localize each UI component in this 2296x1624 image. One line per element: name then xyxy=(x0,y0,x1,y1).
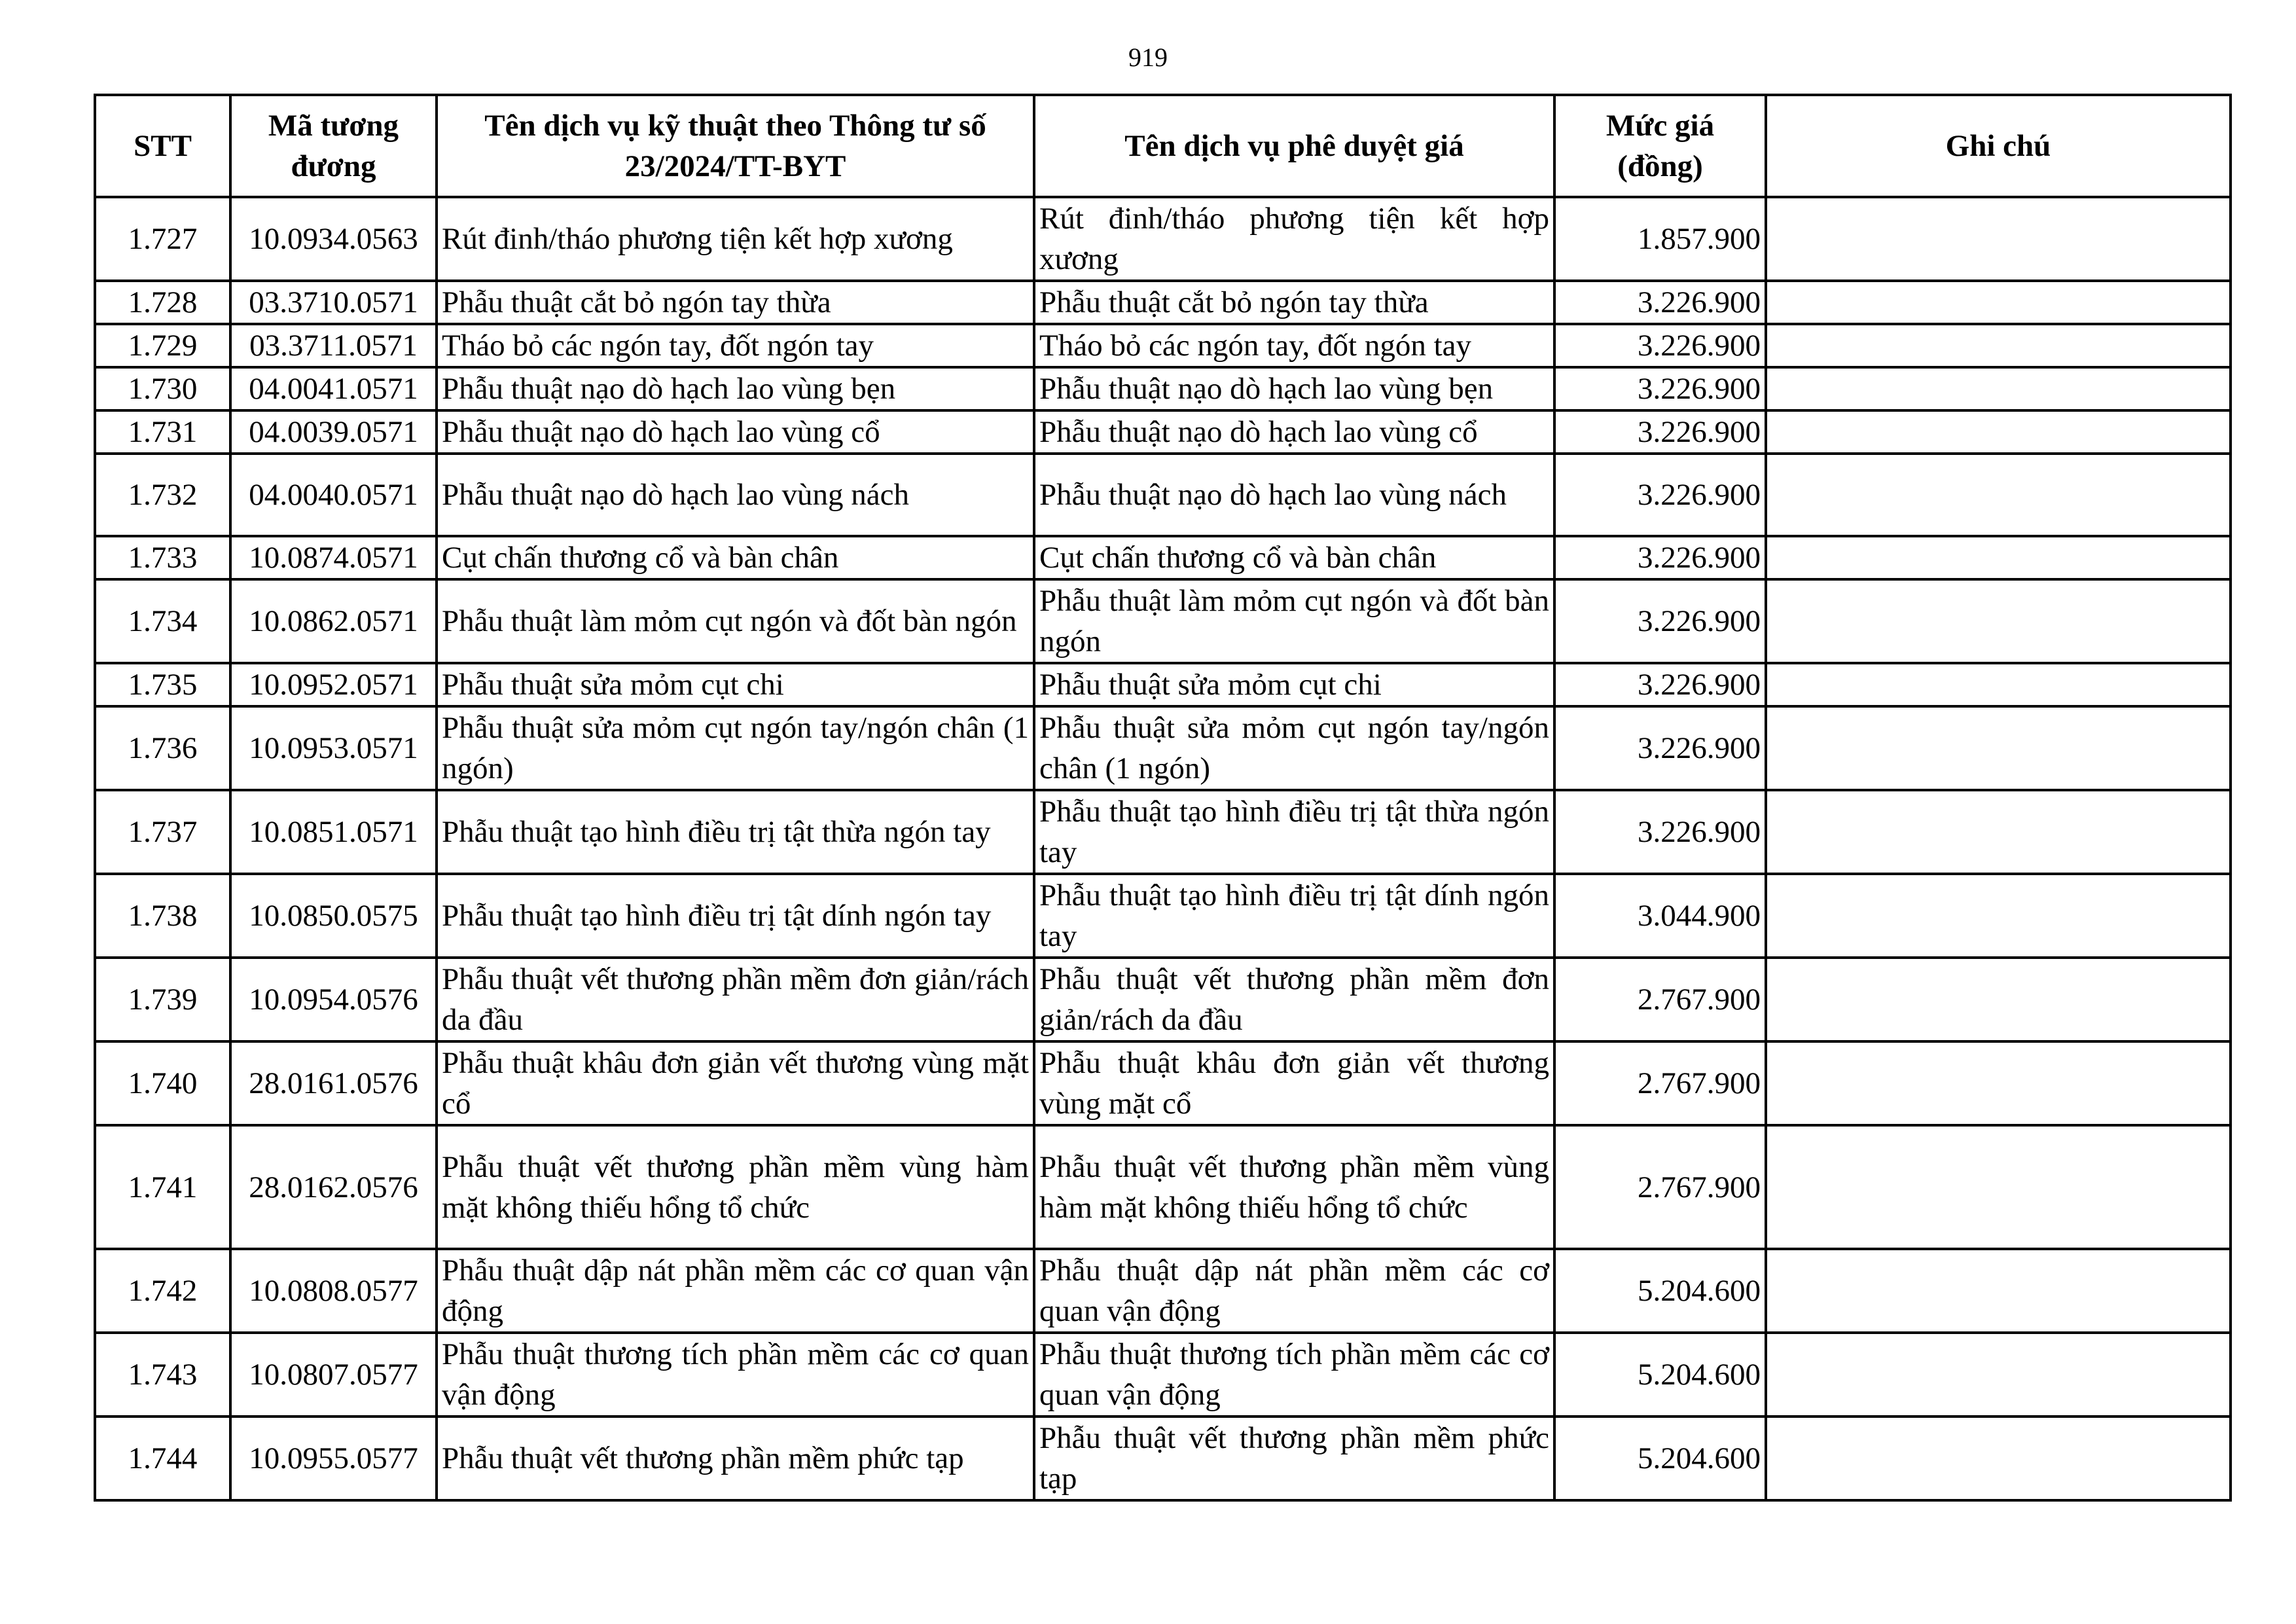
cell-approved-name: Phẫu thuật vết thương phần mềm phức tạp xyxy=(1034,1416,1554,1500)
cell-code: 10.0850.0575 xyxy=(230,874,437,958)
cell-note xyxy=(1766,454,2231,536)
table-row xyxy=(95,663,2231,706)
cell-stt: 1.728 xyxy=(95,281,230,324)
cell-note xyxy=(1766,281,2231,324)
cell-note xyxy=(1766,958,2231,1041)
cell-price: 3.226.900 xyxy=(1554,324,1766,367)
cell-technical-name: Phẫu thuật dập nát phần mềm các cơ quan vận động xyxy=(437,1249,1034,1333)
cell-stt: 1.744 xyxy=(95,1416,230,1500)
cell-stt: 1.730 xyxy=(95,367,230,410)
header-row xyxy=(95,95,2231,197)
cell-approved-name: Phẫu thuật sửa mỏm cụt chi xyxy=(1034,663,1554,706)
cell-technical-name: Phẫu thuật nạo dò hạch lao vùng nách xyxy=(437,454,1034,536)
header-approved-name: Tên dịch vụ phê duyệt giá xyxy=(1034,95,1554,197)
cell-technical-name: Phẫu thuật vết thương phần mềm vùng hàm mặt không thiếu hổng tổ chức xyxy=(437,1125,1034,1249)
cell-code: 10.0862.0571 xyxy=(230,579,437,663)
cell-price: 2.767.900 xyxy=(1554,958,1766,1041)
cell-code: 03.3711.0571 xyxy=(230,324,437,367)
table-row xyxy=(95,324,2231,367)
cell-code: 10.0954.0576 xyxy=(230,958,437,1041)
cell-approved-name: Phẫu thuật nạo dò hạch lao vùng bẹn xyxy=(1034,367,1554,410)
table-row xyxy=(95,790,2231,874)
cell-price: 2.767.900 xyxy=(1554,1041,1766,1125)
cell-technical-name: Phẫu thuật vết thương phần mềm phức tạp xyxy=(437,1416,1034,1500)
cell-price: 3.044.900 xyxy=(1554,874,1766,958)
cell-note xyxy=(1766,579,2231,663)
cell-price: 5.204.600 xyxy=(1554,1416,1766,1500)
table-row xyxy=(95,1041,2231,1125)
cell-approved-name: Phẫu thuật tạo hình điều trị tật dính ngón tay xyxy=(1034,874,1554,958)
cell-price: 1.857.900 xyxy=(1554,197,1766,281)
cell-technical-name: Phẫu thuật làm mỏm cụt ngón và đốt bàn ngón xyxy=(437,579,1034,663)
cell-note xyxy=(1766,1333,2231,1416)
table-row xyxy=(95,454,2231,536)
cell-stt: 1.737 xyxy=(95,790,230,874)
cell-code: 28.0162.0576 xyxy=(230,1125,437,1249)
cell-price: 5.204.600 xyxy=(1554,1249,1766,1333)
cell-note xyxy=(1766,790,2231,874)
cell-technical-name: Rút đinh/tháo phương tiện kết hợp xương xyxy=(437,197,1034,281)
cell-price: 3.226.900 xyxy=(1554,536,1766,579)
table-row xyxy=(95,579,2231,663)
cell-note xyxy=(1766,663,2231,706)
cell-note xyxy=(1766,1249,2231,1333)
cell-note xyxy=(1766,1041,2231,1125)
cell-technical-name: Phẫu thuật tạo hình điều trị tật thừa ngón tay xyxy=(437,790,1034,874)
cell-approved-name: Phẫu thuật vết thương phần mềm đơn giản/rách da đầu xyxy=(1034,958,1554,1041)
price-table xyxy=(94,94,2232,1502)
header-price: Mức giá (đồng) xyxy=(1554,95,1766,197)
cell-stt: 1.741 xyxy=(95,1125,230,1249)
table-row xyxy=(95,197,2231,281)
cell-stt: 1.731 xyxy=(95,410,230,454)
cell-code: 04.0041.0571 xyxy=(230,367,437,410)
cell-stt: 1.743 xyxy=(95,1333,230,1416)
table-row xyxy=(95,706,2231,790)
table-row xyxy=(95,1125,2231,1249)
cell-approved-name: Phẫu thuật dập nát phần mềm các cơ quan vận động xyxy=(1034,1249,1554,1333)
cell-code: 04.0040.0571 xyxy=(230,454,437,536)
cell-price: 3.226.900 xyxy=(1554,579,1766,663)
cell-technical-name: Phẫu thuật thương tích phần mềm các cơ quan vận động xyxy=(437,1333,1034,1416)
cell-price: 3.226.900 xyxy=(1554,663,1766,706)
cell-price: 3.226.900 xyxy=(1554,367,1766,410)
table-row xyxy=(95,958,2231,1041)
cell-approved-name: Phẫu thuật nạo dò hạch lao vùng cổ xyxy=(1034,410,1554,454)
cell-price: 3.226.900 xyxy=(1554,410,1766,454)
table-row xyxy=(95,536,2231,579)
cell-approved-name: Phẫu thuật làm mỏm cụt ngón và đốt bàn ngón xyxy=(1034,579,1554,663)
cell-technical-name: Phẫu thuật vết thương phần mềm đơn giản/rách da đầu xyxy=(437,958,1034,1041)
cell-price: 3.226.900 xyxy=(1554,454,1766,536)
cell-stt: 1.740 xyxy=(95,1041,230,1125)
cell-code: 10.0874.0571 xyxy=(230,536,437,579)
cell-price: 3.226.900 xyxy=(1554,706,1766,790)
cell-technical-name: Cụt chấn thương cổ và bàn chân xyxy=(437,536,1034,579)
cell-approved-name: Phẫu thuật nạo dò hạch lao vùng nách xyxy=(1034,454,1554,536)
cell-approved-name: Cụt chấn thương cổ và bàn chân xyxy=(1034,536,1554,579)
header-stt: STT xyxy=(95,95,230,197)
table-body xyxy=(95,197,2231,1500)
table-row xyxy=(95,1333,2231,1416)
cell-code: 10.0808.0577 xyxy=(230,1249,437,1333)
table-row xyxy=(95,281,2231,324)
cell-note xyxy=(1766,874,2231,958)
cell-note xyxy=(1766,706,2231,790)
cell-code: 04.0039.0571 xyxy=(230,410,437,454)
cell-approved-name: Phẫu thuật khâu đơn giản vết thương vùng mặt cổ xyxy=(1034,1041,1554,1125)
cell-code: 10.0955.0577 xyxy=(230,1416,437,1500)
cell-approved-name: Phẫu thuật vết thương phần mềm vùng hàm mặt không thiếu hổng tổ chức xyxy=(1034,1125,1554,1249)
cell-approved-name: Phẫu thuật tạo hình điều trị tật thừa ngón tay xyxy=(1034,790,1554,874)
cell-stt: 1.734 xyxy=(95,579,230,663)
cell-approved-name: Phẫu thuật thương tích phần mềm các cơ quan vận động xyxy=(1034,1333,1554,1416)
cell-code: 10.0807.0577 xyxy=(230,1333,437,1416)
cell-technical-name: Phẫu thuật cắt bỏ ngón tay thừa xyxy=(437,281,1034,324)
cell-approved-name: Phẫu thuật cắt bỏ ngón tay thừa xyxy=(1034,281,1554,324)
cell-technical-name: Phẫu thuật nạo dò hạch lao vùng cổ xyxy=(437,410,1034,454)
cell-price: 3.226.900 xyxy=(1554,281,1766,324)
cell-price: 2.767.900 xyxy=(1554,1125,1766,1249)
header-code: Mã tương đương xyxy=(230,95,437,197)
cell-stt: 1.738 xyxy=(95,874,230,958)
cell-technical-name: Tháo bỏ các ngón tay, đốt ngón tay xyxy=(437,324,1034,367)
cell-approved-name: Rút đinh/tháo phương tiện kết hợp xương xyxy=(1034,197,1554,281)
cell-code: 03.3710.0571 xyxy=(230,281,437,324)
cell-approved-name: Phẫu thuật sửa mỏm cụt ngón tay/ngón chân (1 ngón) xyxy=(1034,706,1554,790)
cell-stt: 1.735 xyxy=(95,663,230,706)
cell-code: 10.0952.0571 xyxy=(230,663,437,706)
cell-technical-name: Phẫu thuật sửa mỏm cụt ngón tay/ngón chân (1 ngón) xyxy=(437,706,1034,790)
table-row xyxy=(95,1249,2231,1333)
cell-stt: 1.727 xyxy=(95,197,230,281)
cell-note xyxy=(1766,367,2231,410)
table-row xyxy=(95,410,2231,454)
table-row xyxy=(95,874,2231,958)
page-number: 919 xyxy=(1128,43,1168,72)
cell-technical-name: Phẫu thuật nạo dò hạch lao vùng bẹn xyxy=(437,367,1034,410)
cell-price: 5.204.600 xyxy=(1554,1333,1766,1416)
cell-note xyxy=(1766,324,2231,367)
cell-code: 28.0161.0576 xyxy=(230,1041,437,1125)
cell-stt: 1.732 xyxy=(95,454,230,536)
cell-technical-name: Phẫu thuật sửa mỏm cụt chi xyxy=(437,663,1034,706)
cell-price: 3.226.900 xyxy=(1554,790,1766,874)
cell-technical-name: Phẫu thuật tạo hình điều trị tật dính ngón tay xyxy=(437,874,1034,958)
cell-stt: 1.736 xyxy=(95,706,230,790)
cell-code: 10.0851.0571 xyxy=(230,790,437,874)
cell-note xyxy=(1766,1125,2231,1249)
cell-code: 10.0953.0571 xyxy=(230,706,437,790)
header-technical-name: Tên dịch vụ kỹ thuật theo Thông tư số 23/2024/TT-BYT xyxy=(437,95,1034,197)
cell-stt: 1.742 xyxy=(95,1249,230,1333)
header-note: Ghi chú xyxy=(1766,95,2231,197)
cell-note xyxy=(1766,410,2231,454)
cell-code: 10.0934.0563 xyxy=(230,197,437,281)
cell-approved-name: Tháo bỏ các ngón tay, đốt ngón tay xyxy=(1034,324,1554,367)
cell-note xyxy=(1766,1416,2231,1500)
table-row xyxy=(95,1416,2231,1500)
cell-note xyxy=(1766,197,2231,281)
cell-stt: 1.733 xyxy=(95,536,230,579)
cell-note xyxy=(1766,536,2231,579)
table-row xyxy=(95,367,2231,410)
cell-stt: 1.739 xyxy=(95,958,230,1041)
cell-technical-name: Phẫu thuật khâu đơn giản vết thương vùng mặt cổ xyxy=(437,1041,1034,1125)
cell-stt: 1.729 xyxy=(95,324,230,367)
